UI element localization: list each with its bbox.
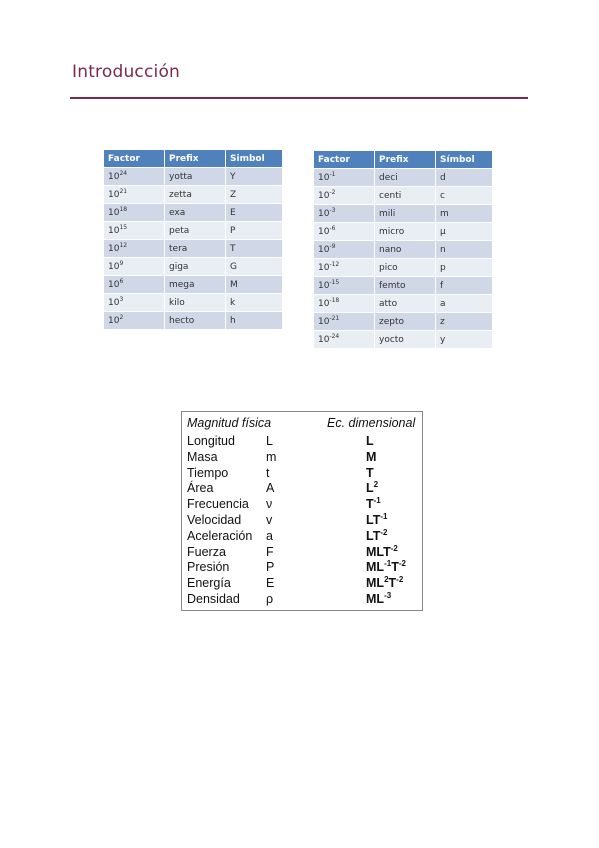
factor-cell xyxy=(104,294,165,312)
factor-base: 10 xyxy=(108,207,120,218)
factor-base: 10 xyxy=(108,315,120,326)
prefix-cell: yocto xyxy=(375,331,436,349)
factor-exponent: 15 xyxy=(119,223,128,231)
dimensional-equation xyxy=(366,576,403,590)
factor-base: 10 xyxy=(108,297,120,308)
dim-exponent: -1 xyxy=(384,559,392,569)
symbol-cell: n xyxy=(436,241,493,259)
dim-exponent: -2 xyxy=(380,527,388,537)
col-header-symbol: Simbol xyxy=(226,150,283,168)
factor-exponent: -15 xyxy=(329,278,340,286)
factor-cell xyxy=(104,312,165,330)
prefix-cell: zepto xyxy=(375,313,436,331)
dimensional-equation xyxy=(366,497,381,511)
magnitude-symbol: P xyxy=(266,560,275,575)
dimensional-equation xyxy=(366,560,406,574)
magnitude-name: Fuerza xyxy=(187,544,226,559)
magnitude-name: Densidad xyxy=(187,592,240,606)
table-row xyxy=(314,187,492,205)
magnitude-symbol: a xyxy=(266,528,273,543)
dimension-row xyxy=(182,450,422,466)
factor-exponent: -3 xyxy=(329,206,336,214)
prefix-cell: kilo xyxy=(165,294,226,312)
symbol-cell: h xyxy=(226,312,283,330)
dim-term: T xyxy=(391,560,399,575)
prefix-cell: atto xyxy=(375,295,436,313)
dim-header-name: Magnitud física xyxy=(187,416,272,430)
magnitude-symbol: L xyxy=(266,434,273,448)
factor-cell xyxy=(104,276,165,294)
dimensional-equation xyxy=(366,481,378,495)
prefix-cell: zetta xyxy=(165,186,226,204)
col-header-prefix: Prefix xyxy=(165,150,226,168)
dim-exponent: -1 xyxy=(380,512,388,521)
factor-exponent: 3 xyxy=(119,295,124,303)
symbol-cell: Y xyxy=(226,168,283,186)
factor-cell xyxy=(314,187,375,205)
table-row xyxy=(104,258,282,276)
table-row xyxy=(104,222,282,240)
magnitude-name: Tiempo xyxy=(187,465,229,480)
factor-cell xyxy=(104,222,165,240)
factor-base: 10 xyxy=(318,334,330,345)
factor-exponent: 6 xyxy=(119,277,124,285)
factor-base: 10 xyxy=(318,262,330,273)
factor-exponent: -6 xyxy=(329,224,336,232)
dimension-row xyxy=(182,545,422,561)
symbol-cell: z xyxy=(436,313,493,331)
factor-cell xyxy=(314,241,375,259)
factor-base: 10 xyxy=(108,243,120,254)
dim-header-equation: Ec. dimensional xyxy=(327,416,416,430)
symbol-cell: a xyxy=(436,295,493,313)
prefix-cell: deci xyxy=(375,169,436,187)
table-row xyxy=(104,186,282,204)
dim-term: M xyxy=(366,449,377,464)
factor-base: 10 xyxy=(318,172,330,183)
factor-cell xyxy=(314,169,375,187)
prefix-table-large xyxy=(104,150,282,329)
dim-exponent: -2 xyxy=(396,575,404,585)
dim-term: T xyxy=(366,497,374,512)
dim-term: ML xyxy=(366,560,385,575)
dimensional-equation xyxy=(366,592,391,606)
magnitude-symbol: A xyxy=(266,481,275,496)
prefix-cell: micro xyxy=(375,223,436,241)
table-row xyxy=(314,205,492,223)
factor-exponent: -24 xyxy=(329,332,340,340)
prefix-cell: nano xyxy=(375,241,436,259)
prefix-cell: giga xyxy=(165,258,226,276)
dimension-row xyxy=(182,513,422,529)
factor-exponent: -1 xyxy=(329,170,336,178)
symbol-cell: E xyxy=(226,204,283,222)
factor-base: 10 xyxy=(318,316,330,327)
table-row xyxy=(314,313,492,331)
magnitude-name: Presión xyxy=(187,560,230,575)
table-row xyxy=(104,204,282,222)
dimension-row xyxy=(182,434,422,450)
symbol-cell: f xyxy=(436,277,493,295)
dim-term: T xyxy=(366,465,374,480)
factor-cell xyxy=(314,331,375,349)
factor-cell xyxy=(314,205,375,223)
table-row xyxy=(314,331,492,349)
dim-term: LT xyxy=(366,528,381,543)
prefix-cell: hecto xyxy=(165,312,226,330)
factor-cell xyxy=(104,240,165,258)
symbol-cell: y xyxy=(436,331,493,349)
factor-exponent: -21 xyxy=(329,314,340,322)
factor-exponent: 18 xyxy=(119,205,128,213)
dimensional-equation xyxy=(366,466,374,480)
dimensional-equation xyxy=(366,513,387,527)
dimensional-equation xyxy=(366,529,387,543)
symbol-cell: d xyxy=(436,169,493,187)
dimension-row xyxy=(182,560,422,576)
magnitude-name: Frecuencia xyxy=(187,497,249,512)
dim-exponent: -2 xyxy=(398,559,406,569)
factor-base: 10 xyxy=(108,171,120,182)
prefix-cell: centi xyxy=(375,187,436,205)
factor-cell xyxy=(314,259,375,277)
factor-cell xyxy=(314,295,375,313)
magnitude-name: Aceleración xyxy=(187,528,253,543)
factor-base: 10 xyxy=(108,225,120,236)
symbol-cell: Z xyxy=(226,186,283,204)
symbol-cell: G xyxy=(226,258,283,276)
prefix-cell: exa xyxy=(165,204,226,222)
dimension-row xyxy=(182,576,422,592)
dim-exponent: -3 xyxy=(384,591,392,600)
factor-cell xyxy=(314,277,375,295)
dim-term: T xyxy=(388,576,397,591)
dim-term: L xyxy=(366,434,374,448)
magnitude-symbol: ρ xyxy=(266,592,274,606)
symbol-cell: µ xyxy=(436,223,493,241)
factor-exponent: -9 xyxy=(329,242,336,250)
magnitude-name: Energía xyxy=(187,576,231,591)
dim-exponent: 2 xyxy=(384,575,389,585)
dimension-row xyxy=(182,592,422,608)
prefix-cell: mili xyxy=(375,205,436,223)
dimension-row xyxy=(182,529,422,545)
factor-exponent: -12 xyxy=(329,260,340,268)
dimensional-equations-box xyxy=(181,411,423,611)
prefix-cell: tera xyxy=(165,240,226,258)
dimension-row xyxy=(182,481,422,497)
table-header-row xyxy=(314,151,492,169)
factor-exponent: 24 xyxy=(119,169,128,177)
dim-term: ML xyxy=(366,592,385,606)
prefix-cell: femto xyxy=(375,277,436,295)
factor-base: 10 xyxy=(318,298,330,309)
prefix-cell: mega xyxy=(165,276,226,294)
col-header-factor: Factor xyxy=(314,151,375,169)
factor-base: 10 xyxy=(108,189,120,200)
prefix-cell: peta xyxy=(165,222,226,240)
magnitude-symbol: m xyxy=(266,449,277,464)
factor-cell xyxy=(104,204,165,222)
col-header-factor: Factor xyxy=(104,150,165,168)
factor-cell xyxy=(314,223,375,241)
dimension-row xyxy=(182,466,422,482)
magnitude-name: Masa xyxy=(187,449,218,464)
table-row xyxy=(104,168,282,186)
factor-base: 10 xyxy=(318,208,330,219)
magnitude-symbol: v xyxy=(266,513,273,527)
dim-term: MLT xyxy=(366,544,391,559)
dimensional-equation xyxy=(366,450,376,464)
dim-term: ML xyxy=(366,576,385,591)
symbol-cell: p xyxy=(436,259,493,277)
factor-exponent: 2 xyxy=(119,313,124,321)
dimension-row xyxy=(182,497,422,513)
magnitude-name: Longitud xyxy=(187,434,235,448)
dim-exponent: 2 xyxy=(373,480,379,490)
factor-exponent: -2 xyxy=(329,188,336,196)
magnitude-symbol: E xyxy=(266,576,275,591)
prefix-table-small xyxy=(314,151,492,348)
table-row xyxy=(314,295,492,313)
table-row xyxy=(314,223,492,241)
table-row xyxy=(104,276,282,294)
dim-exponent: -2 xyxy=(390,543,398,553)
table-row xyxy=(314,277,492,295)
factor-cell xyxy=(104,186,165,204)
magnitude-name: Velocidad xyxy=(187,513,242,527)
dimensional-equation xyxy=(366,545,398,559)
factor-cell xyxy=(314,313,375,331)
dim-exponent: -1 xyxy=(373,496,381,506)
dim-term: L xyxy=(366,481,374,496)
factor-base: 10 xyxy=(318,226,330,237)
factor-cell xyxy=(104,258,165,276)
factor-base: 10 xyxy=(318,244,330,255)
table-row xyxy=(104,240,282,258)
factor-exponent: -18 xyxy=(329,296,340,304)
factor-exponent: 9 xyxy=(119,259,124,267)
dimensional-equation xyxy=(366,434,374,448)
factor-base: 10 xyxy=(108,279,120,290)
symbol-cell: P xyxy=(226,222,283,240)
symbol-cell: T xyxy=(226,240,283,258)
prefix-cell: yotta xyxy=(165,168,226,186)
magnitude-symbol: t xyxy=(266,465,270,480)
factor-exponent: 12 xyxy=(119,241,128,249)
factor-exponent: 21 xyxy=(119,187,128,195)
factor-base: 10 xyxy=(318,280,330,291)
symbol-cell: M xyxy=(226,276,283,294)
table-row xyxy=(314,259,492,277)
prefix-cell: pico xyxy=(375,259,436,277)
table-row xyxy=(314,241,492,259)
col-header-symbol: Símbol xyxy=(436,151,493,169)
dim-term: LT xyxy=(366,513,381,527)
title-divider xyxy=(70,97,528,99)
table-header-row xyxy=(104,150,282,168)
magnitude-symbol: F xyxy=(266,544,274,559)
symbol-cell: c xyxy=(436,187,493,205)
symbol-cell: m xyxy=(436,205,493,223)
table-row xyxy=(104,312,282,330)
factor-cell xyxy=(104,168,165,186)
factor-base: 10 xyxy=(318,190,330,201)
table-row xyxy=(314,169,492,187)
table-row xyxy=(104,294,282,312)
factor-base: 10 xyxy=(108,261,120,272)
col-header-prefix: Prefix xyxy=(375,151,436,169)
symbol-cell: k xyxy=(226,294,283,312)
magnitude-name: Área xyxy=(187,481,214,496)
magnitude-symbol: ν xyxy=(266,497,273,512)
page-title: Introducción xyxy=(72,62,181,82)
